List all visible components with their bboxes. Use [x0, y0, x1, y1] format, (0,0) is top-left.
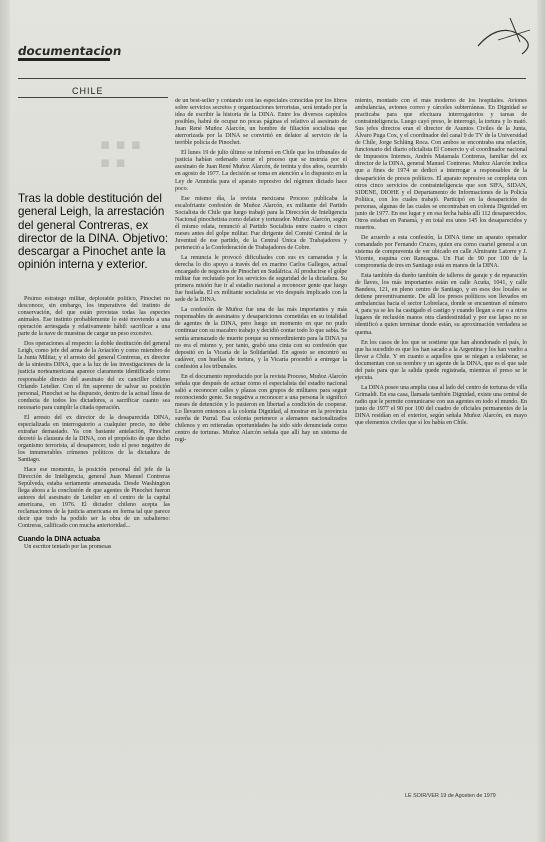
col3-paragraph: Esta también da dueño también de talleres de garaje y de reparación de llaves, los más importantes están en calle Acuña, 1041, y calle Bandera, 121, en pleno centro de Santiago, y en esos dos locales se detiene preventivamente. De allí los presos políticos son llevados en ambulancias hacia el sector Lobrelaca, donde se encuentran el número 4, para ya se les ha castigado el castigo y cuando llegan a ese o a otros lugares de reclusión manos otra clandestinidad y por ese lapso no se identificó a quien terminar donde están, su aproximación verdadera se quema. — [355, 273, 527, 336]
col3-paragraph: En los casos de los que se sostiene que han ahondonado el país, lo que ha sucedido es que los han sacado a la Argentina y los han vuelto a llevar a Chile. Y en cuanto a aquellos que se niegan a colaborar, se documentan con su nombre y un agente de la DINA, que es el que sale del país para que la salida quede registrada, mientras el preso se le ejecuta. — [355, 339, 527, 381]
col1-paragraph: Pésimo estratego militar, deplorable político, Pinochet no desconoce, sin embargo, los imperativos del instinto de conservación, del que están provistas todas las especies animales. Ese instinto probablemente lo esté moviendo a una operación arriesgada y relativamente hábil: sacrificar a una parte de la nave de muestras de cargar un peso excesivo. — [18, 296, 170, 338]
col2-paragraph: de un best-seller y contando con las especiales conocidas por los libros sobre servicios secretos y organizaciones terroristas, será tentado por la idea de escribir la historia de la DINA. Entre los diversos capítulos posibles, habrá de ocupar no pocas páginas el relativo al asesinato de Juan René Muñoz Alarcón, un hombre de filiación socialista que aterrorizada por la DINA se convirtió en delator al servicio de la terrible policía de Pinochet. — [175, 98, 347, 147]
col1-paragraph: Dos operaciones al respecto: la doble destitución del general Leigh, como jefe del arma de la Aviación y como miembro de la Junta Militar, y el arresto del general Contreras, ex director de la siniestra DINA, que a la luz de las investigaciones de la justicia norteamericana aparece claramente identificado como responsable directo del asesinato del ex canciller chileno Orlando Letelier. Con el fin supremo de salvar su posición personal, Pinochet se ha dispuesto, dentro de la actual línea de conducta de todos los dictadores, a sacrificar cuanto sea necesario para cumplir la citada operación. — [18, 341, 170, 411]
handwritten-mark — [470, 12, 540, 62]
column-3 — [355, 98, 527, 788]
col2-paragraph: El lunes 19 de julio último se informó en Chile que los tribunales de justicia habían ordenado cerrar el proceso que se instruía por el asesinato de Juan René Muñoz Alarcón, de treinta y dos años, ocurrido en agosto de 1977. La decisión se toma en atención a lo dispuesto en la Ley de Amnistía para el aparato represivo del régimen dictado hace poco. — [175, 150, 347, 192]
col1-paragraph: El arresto del ex director de la desaparecida DINA, especializada en interrogatorio a cualquier precio, no debe extrañar demasiado. Ya con bastante antelación, Pinochet decretó la clausura de la DINA, con el propósito de que dicho organismo terrorista, al desaparecer, todo el peso negativo de los innumerables crímenes políticos de la dictadura de Santiago. — [18, 414, 170, 464]
col2-paragraph: La confesión de Muñoz fue una de las más importantes y más responsables de asesinatos y desapariciones cometidas en su totalidad de agentes de la DINA, pero luego un momento en que no pudo continuar con su macabro trabajo y decidió contar todo lo que sabía. Se sentía amenazado de muerte porque su remordimiento para la DINA ya no era el mismo y, por tanto, grabó una cinta con su confesión que depositó en la Vicaría de la Solidaridad. En agosto se encontró su cadáver, con huellas de tortura, y la Vicaría procedió a entregar la confesión a los tribunales. — [175, 307, 347, 370]
subheading: Cuando la DINA actuaba — [18, 533, 101, 543]
section-banner — [17, 40, 123, 66]
page-edge-left — [0, 0, 10, 842]
col3-paragraph: miento, montado con el más moderno de los hospitales. Aviones ambulancias, aviones correo y cárceles subterráneas. En Dignidad se practicaba para que efectuara interrogatorios y tareas de contrainteligencia. Luego cayó preso, le interrogó, la tortura y lo mató. Sus jefes directos eran el director de Asuntos Civiles de la Junta, Álvaro Puga Cox, y el coordinador del canal 9 de TV de la Universidad de Chile, Jorge Schlüng Roca. Con ambos se encontraba una relación, funcionario del diario oficialista El Comercio y el coordinador nacional de Impuestos Internos, Andrés Matamala Contreras, familiar del ex director de la DINA, general Manuel Contreras. Muñoz Alarcón indica que a fines de 1974 se dedicó a interrogar a responsables de la desaparición de presos políticos. El aparato represivo se completa con otros cinco servicios de contrainteligencia que son SIFA, SIDAN, SIDENE, DIOHE y el Departamento de Informaciones de la Policía Política, con los cuales trabajó. Participó en la desaparición de personas, algunas de las cuales se encontraban en colonia Dignidad en junio de 1977. En ese lugar y en esa fecha había allí 112 desaparecidos. Otros estaban en Panamá, y en total era unos 145 los desaparecidos y muertos. — [355, 98, 527, 231]
col3-paragraph: La DINA posee una amplia casa al lado del centro de torturas de villa Grimaldi. En esa casa, llamada también Dignidad, existe una central de radio que le permite comunicarse con sus agentes en todo el mundo. En junio de 1977 el 90 por 100 del cuadro de oficiales permanentes de la DINA residían en el exterior, según señala Muñoz Alarcón, en mayo que elementos civiles que sí los había en Chile. — [355, 384, 527, 427]
section-banner-bar — [18, 58, 110, 61]
column-2 — [175, 98, 347, 810]
section-banner-text: documentacion — [17, 44, 123, 58]
col2-paragraph: La renuncia le provocó dificultades con sus ex camaradas y la derecha lo dio apoyo a través del ex marino Carlos Gallegos, actual encargado de negocios de Pinochet en Sudáfrica. Al producirse el golpe militar fue reclutado por los servicios de seguridad de la dictadura. Su primera misión fue ir al estadio nacional a reconocer gente que luego fue fusilada. El ex militante socialista se vio después implicado con la sede de la DINA. — [175, 254, 347, 304]
bleed-through-text: ▪ ▪ ▪ ▪ ▪ — [100, 135, 141, 171]
col2-paragraph: En el documento reproducido por la revista Proceso, Muñoz Alarcón señala que después de actuar como el especialista del estadio nacional salió a reconocer calles y plazas con grupos de militares para seguir reconociendo gente. Su negativa a reconocer a una persona le significó meses de detención y lo pusieron en libertad a condición de cooperar. Lo llevaron entonces a la colonia Dignidad, al mostrar en la provincia sureña de Parral. Esa colonia pertenece a alemanes nacionalizados chilenos y en reiteradas oportunidades ha sido sido denunciada como centro de torturas. Muñoz Alarcón señala que allí hay un sistema de regi- — [175, 373, 347, 444]
column-1 — [18, 296, 170, 822]
section-label: CHILE — [72, 86, 104, 96]
col2-paragraph: Ese mismo día, la revista mexicana Proceso publicaba la escalofriante confesión de Muñoz Alarcón, ex militante del Partido Socialista de Chile que luego trabajó para la Dirección de Inteligencia Nacional pinochetista como delator y torturador. Muñoz Alarcón, según él mismo relata, renunció al Partido Socialista entre cuatro o cinco meses antes del golpe militar. Fue dirigente del Comité Central de la Juventud de ese partido, de la Central Única de Trabajadores y perteneció a la Confederación de Trabajadores de Cobre. — [175, 195, 347, 251]
header-rule — [18, 78, 526, 79]
col1-paragraph: Un escritor tentado por las promesas — [24, 543, 112, 550]
page-edge-right — [537, 0, 545, 842]
section-rule — [18, 97, 168, 98]
col3-paragraph: De acuerdo a esta confesión, la DINA tiene un aparato operador comandado por Fernando Cruces, quien era como cuartel general a un sistema de compraventa de ver ubicado en calle Almirante Latorre y J. Vicente, esquina con Rancagua. Un Fiat de 90 por 100 de la comprometía de tres en Santiago está en manos de la DINA. — [355, 234, 527, 270]
headline: Tras la doble destitución del general Leigh, la arrestación del general Contreras, ex director de la DINA. Objetivo: descargar a Pinochet ante la opinión interna y exterior. — [18, 192, 169, 272]
col1-paragraph: Hace ese momento, la posición personal del jefe de la Dirección de Inteligencia, general Juan Manuel Contreras Sepúlveda, estaba seriamente amenazada. Desde Washington llega ahora a la conclusión de que agentes de Pinochet fueron autores del asesinato de Letelier en el centro de la capital americana, en 1976. El dictador chileno acepta las reclamaciones de la justicia americana en forma tal que parece decir que todo ha podido ser la obra de un subalterno: Contreras, calificado con mucha anterioridad... — [18, 467, 170, 530]
source-credit: LE SOIR/VER 19 de Agosten de 1979 — [405, 793, 496, 799]
